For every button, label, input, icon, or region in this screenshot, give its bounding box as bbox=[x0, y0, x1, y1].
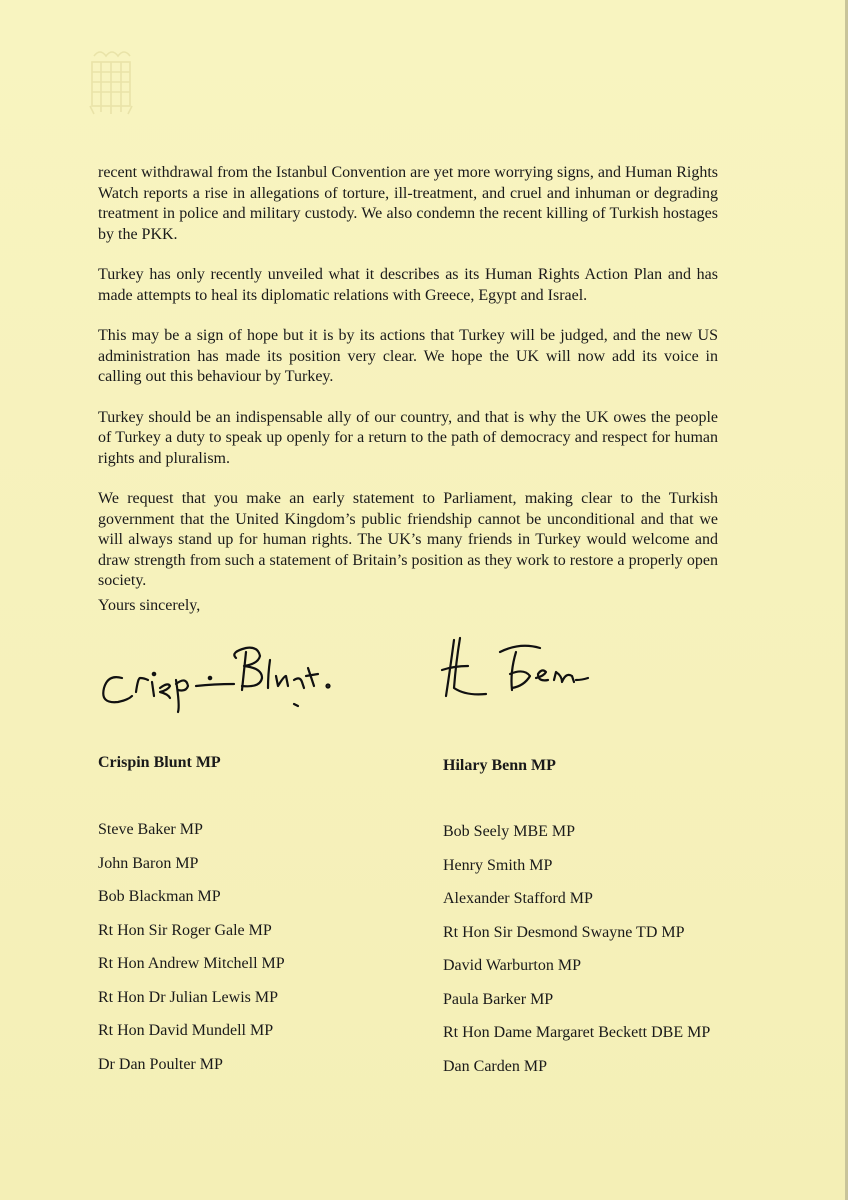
handwritten-signature-hilary-benn bbox=[440, 630, 600, 715]
cosigners-list-right bbox=[443, 822, 710, 1090]
list-item: Rt Hon Dr Julian Lewis MP bbox=[98, 988, 278, 1006]
closing-salutation: Yours sincerely, bbox=[98, 597, 201, 614]
signer-name-left: Crispin Blunt MP bbox=[98, 754, 221, 771]
list-item: David Warburton MP bbox=[443, 957, 581, 974]
portcullis-emboss-icon bbox=[80, 42, 140, 128]
list-item: Bob Seely MBE MP bbox=[443, 823, 576, 840]
list-item: Paula Barker MP bbox=[443, 990, 554, 1008]
signer-name-right: Hilary Benn MP bbox=[443, 757, 556, 774]
list-item: Steve Baker MP bbox=[98, 821, 203, 838]
list-item: Rt Hon Dame Margaret Beckett DBE MP bbox=[443, 1024, 711, 1041]
list-item: Bob Blackman MP bbox=[98, 888, 221, 905]
letter-body bbox=[98, 163, 718, 612]
paragraph-5: We request that you make an early statement to Parliament, making clear to the Turkish government that the United Kingdom’s public friendship cannot be unconditional and that we will always stand up for human rights. The UK’s many friends in Turkey would welcome and draw strength from such a statement of Britain’s position as they work to restore a properly open society. bbox=[98, 490, 718, 589]
paragraph-3: This may be a sign of hope but it is by its actions that Turkey will be judged, and the new US administration has made its position very clear. We hope the UK will now add its voice in calling out this behaviour by Turkey. bbox=[98, 327, 718, 385]
paragraph-1: recent withdrawal from the Istanbul Convention are yet more worrying signs, and Human Rights Watch reports a rise in allegations of torture, ill-treatment, and cruel and inhuman or degrading treatment in police and military custody. We also condemn the recent killing of Turkish hostages by the PKK. bbox=[98, 164, 718, 243]
list-item: John Baron MP bbox=[98, 854, 199, 872]
list-item: Rt Hon Andrew Mitchell MP bbox=[98, 955, 285, 972]
list-item: Rt Hon Sir Roger Gale MP bbox=[98, 921, 272, 939]
list-item: Alexander Stafford MP bbox=[443, 890, 593, 907]
paragraph-2: Turkey has only recently unveiled what it describes as its Human Rights Action Plan and has made attempts to heal its diplomatic relations with Greece, Egypt and Israel. bbox=[98, 266, 718, 304]
handwritten-signature-crispin-blunt bbox=[96, 640, 356, 720]
cosigners-list-left bbox=[98, 820, 285, 1088]
list-item: Henry Smith MP bbox=[443, 856, 553, 874]
paragraph-4: Turkey should be an indispensable ally of our country, and that is why the UK owes the people of Turkey a duty to speak up openly for a return to the path of democracy and respect for human rights and pluralism. bbox=[98, 408, 718, 467]
list-item: Rt Hon David Mundell MP bbox=[98, 1022, 274, 1039]
list-item: Dan Carden MP bbox=[443, 1057, 547, 1075]
list-item: Dr Dan Poulter MP bbox=[98, 1055, 223, 1073]
list-item: Rt Hon Sir Desmond Swayne TD MP bbox=[443, 923, 685, 941]
